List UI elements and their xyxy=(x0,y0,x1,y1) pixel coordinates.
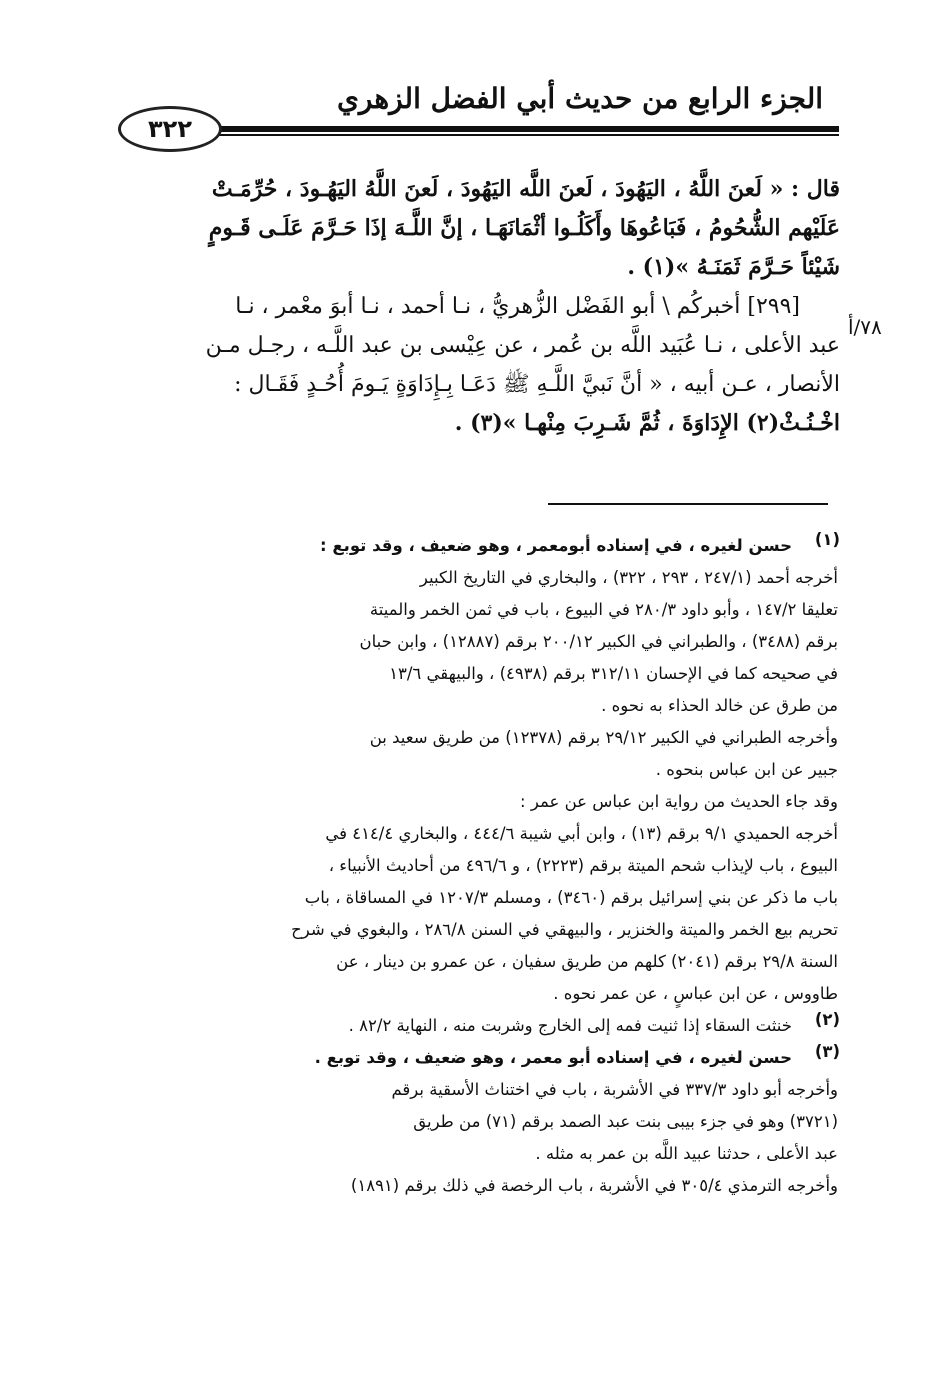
footnote-1 xyxy=(120,530,838,1010)
footnotes xyxy=(120,530,838,1202)
footnote-line: من طرق عن خالد الحذاء به نحوه . xyxy=(601,696,838,715)
footnote-line: (٣٧٢١) وهو في جزء بيبى بنت عبد الصمد برقم (٧١) من طريق xyxy=(413,1112,838,1131)
footnote-line: عبد الأعلى ، حدثنا عبيد اللَّه بن عمر به مثله . xyxy=(535,1144,838,1163)
footnote-number: (١) xyxy=(814,530,840,549)
main-line: [٢٩٩] أخبركُم \ أبو الفَضْل الزُّهريُّ ، نـا أحمد ، نـا أبوَ معْمر ، نـا xyxy=(235,294,800,319)
footnote-line: جبير عن ابن عباس بنحوه . xyxy=(655,760,838,779)
footnote-number: (٢) xyxy=(814,1010,840,1029)
footnote-separator xyxy=(548,503,828,505)
header-rule-thin xyxy=(214,134,839,136)
footnote-line: السنة ٢٩/٨ برقم (٢٠٤١) كلهم من طريق سفيان ، عن عمرو بن دينار ، عن xyxy=(336,952,838,971)
header-rule xyxy=(214,126,839,132)
footnote-number: (٣) xyxy=(814,1042,840,1061)
footnote-line: خنثت السقاء إذا ثنيت فمه إلى الخارج وشربت منه ، النهاية ٨٢/٢ . xyxy=(348,1016,792,1035)
footnote-line: حسن لغيره ، في إسناده أبو معمر ، وهو ضعيف ، وقد توبع . xyxy=(314,1048,792,1067)
footnote-line: برقم (٣٤٨٨) ، والطبراني في الكبير ٢٠٠/١٢ برقم (١٢٨٨٧) ، وابن حبان xyxy=(359,632,838,651)
footnote-line: طاووس ، عن ابن عباسٍ ، عن عمر نحوه . xyxy=(553,984,838,1003)
footnote-line: باب ما ذكر عن بني إسرائيل برقم (٣٤٦٠) ، ومسلم ١٢٠٧/٣ في المساقاة ، باب xyxy=(304,888,838,907)
footnote-line: وأخرجه الترمذي ٣٠٥/٤ في الأشربة ، باب الرخصة في ذلك برقم (١٨٩١) xyxy=(350,1176,838,1195)
main-line: الأنصار ، عـن أبيه ، « أنَّ نَبيَّ اللَّـهِ ﷺ دَعَـا بِـإِدَاوَةٍ يَـومَ أُحُـدٍ فَقَـال : xyxy=(234,372,840,397)
running-header-title: الجزء الرابع من حديث أبي الفضل الزهري xyxy=(336,82,824,115)
footnote-line: في صحيحه كما في الإحسان ٣١٢/١١ برقم (٤٩٣٨) ، والبيهقي ١٣/٦ xyxy=(389,664,838,683)
main-line: عَلَيْهم الشُّحُومُ ، فَبَاعُوهَا وأَكَلُـوا أثْمَانَهَـا ، إنَّ اللَّـهَ إذَا حَـرَّمَ عَلَـى قَـومٍ xyxy=(208,215,840,241)
footnote-line: حسن لغيره ، في إسناده أبومعمر ، وهو ضعيف ، وقد توبع : xyxy=(320,536,792,555)
footnote-line: تعليقا ١٤٧/٢ ، وأبو داود ٢٨٠/٣ في البيوع ، باب في ثمن الخمر والميتة xyxy=(369,600,838,619)
footnote-2 xyxy=(120,1010,838,1042)
main-line: عبد الأعلى ، نـا عُبَيد اللَّه بن عُمر ، عن عِيْسى بن عبد اللَّـه ، رجـل مـن xyxy=(205,333,840,358)
footnote-line: وقد جاء الحديث من رواية ابن عباس عن عمر : xyxy=(520,792,838,811)
main-line: اخْـنُـثْ(٢) الإِدَاوَةَ ، ثُمَّ شَـرِبَ مِنْهـا »(٣) . xyxy=(454,410,840,436)
manuscript-folio-ref: ٧٨/أ xyxy=(848,315,882,339)
footnote-line: أخرجه الحميدي ٩/١ برقم (١٣) ، وابن أبي شيبة ٤٤٤/٦ ، والبخاري ٤١٤/٤ في xyxy=(325,824,838,843)
footnote-line: البيوع ، باب لإيذاب شحم الميتة برقم (٢٢٢٣) ، و ٤٩٦/٦ من أحاديث الأنبياء ، xyxy=(328,856,838,875)
footnote-line: أخرجه أحمد (٢٤٧/١ ، ٢٩٣ ، ٣٢٢) ، والبخاري في التاريخ الكبير xyxy=(419,568,838,587)
footnote-line: تحريم بيع الخمر والميتة والخنزير ، والبيهقي في السنن ٢٨٦/٨ ، والبغوي في شرح xyxy=(291,920,838,939)
main-text xyxy=(120,170,840,443)
footnote-3 xyxy=(120,1042,838,1202)
main-line: شَيْئاً حَـرَّمَ ثَمَنَـهُ »(١) . xyxy=(627,254,840,280)
page-number-badge: ٣٢٢ xyxy=(118,106,222,152)
footnote-line: وأخرجه الطبراني في الكبير ٢٩/١٢ برقم (١٢٣٧٨) من طريق سعيد بن xyxy=(369,728,838,747)
main-line: قال : « لَعنَ اللَّهُ ، اليَهُودَ ، لَعنَ اللَّه اليَهُودَ ، لَعنَ اللَّهُ اليَهُـودَ ، حُرِّمَـتْ xyxy=(211,176,840,202)
footnote-line: وأخرجه أبو داود ٣٣٧/٣ في الأشربة ، باب في اختناث الأسقية برقم xyxy=(391,1080,838,1099)
